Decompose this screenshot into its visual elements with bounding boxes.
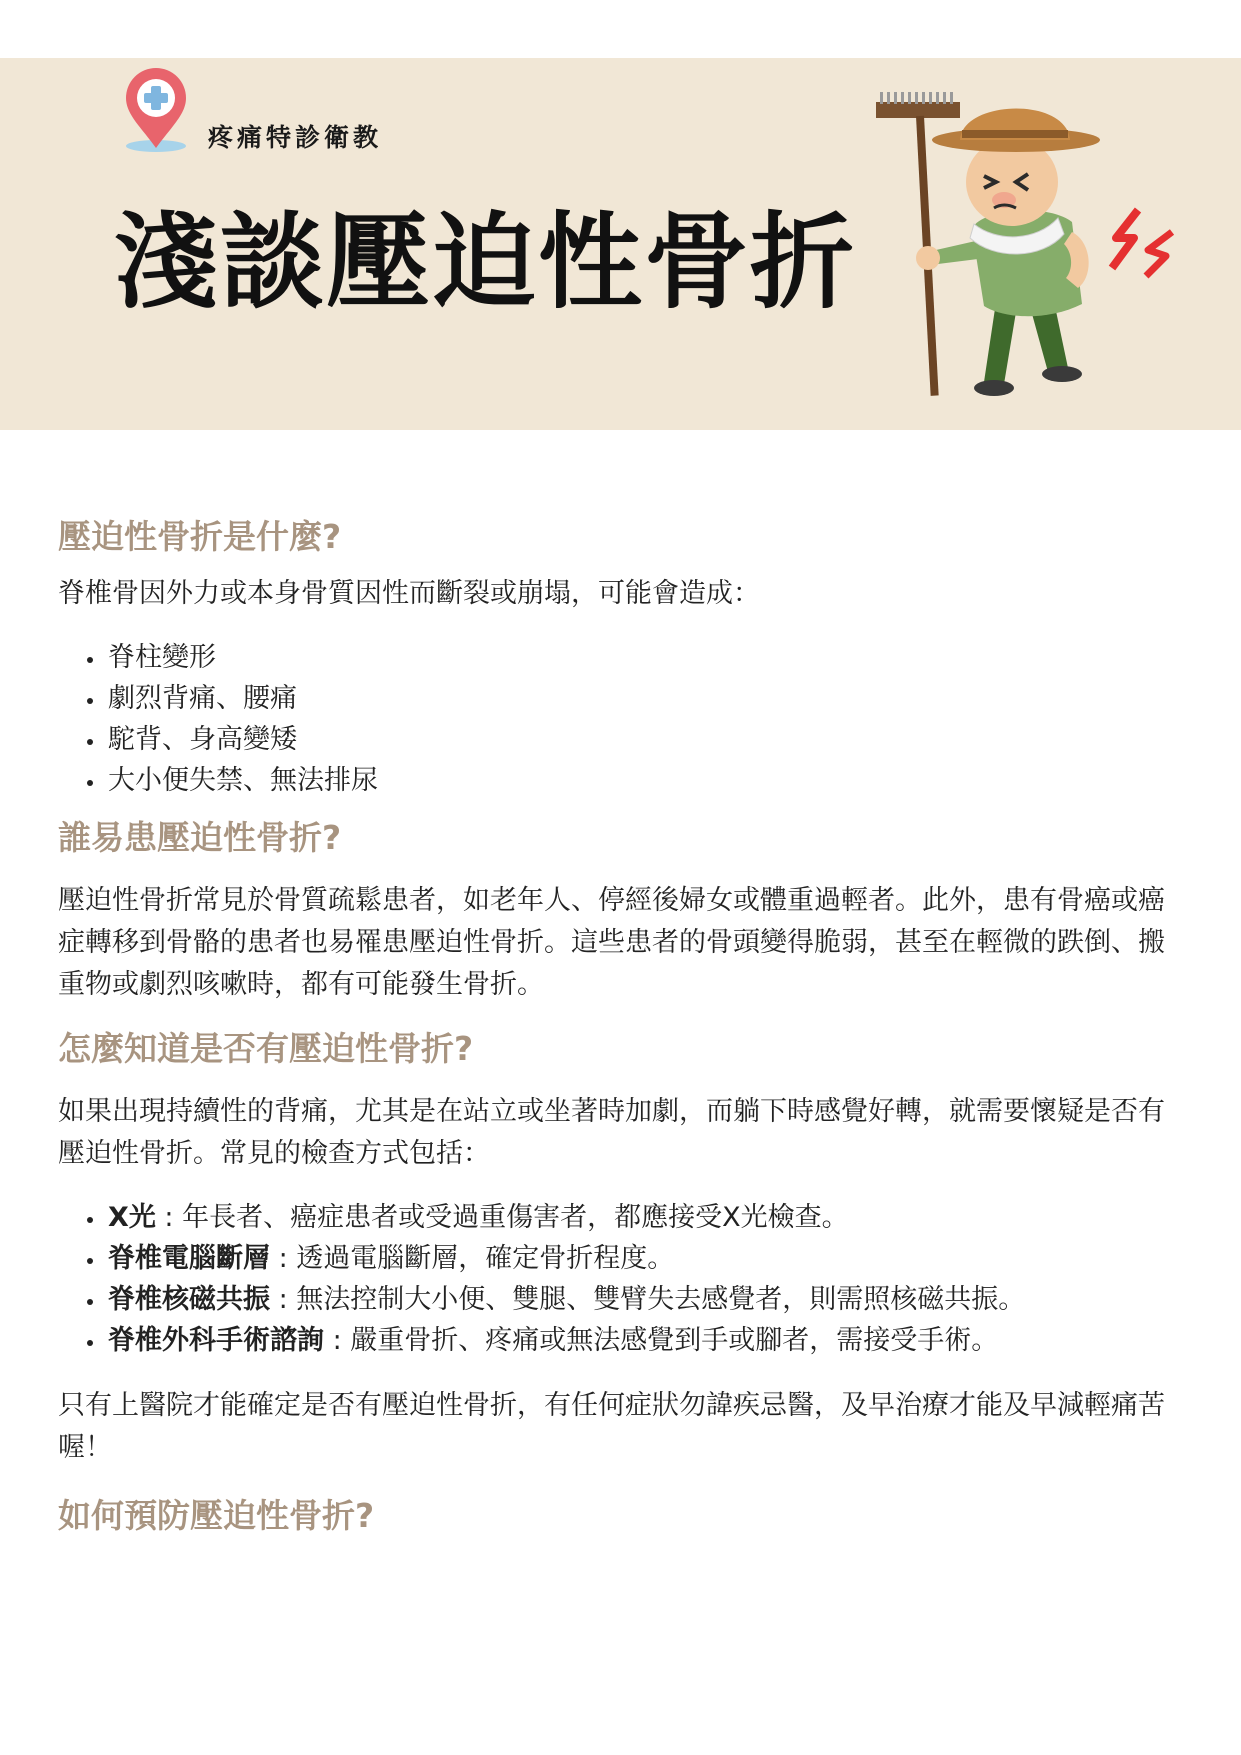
list-item: • 駝背、身高變矮 xyxy=(106,719,1168,760)
list-item: • 劇烈背痛、腰痛 xyxy=(106,678,1168,719)
list-item xyxy=(106,1279,1168,1320)
section-paragraph: 只有上醫院才能確定是否有壓迫性骨折，有任何症狀勿諱疾忌醫，及早治療才能及早減輕痛苦喔！ xyxy=(58,1389,1165,1463)
elderly-farmer-back-pain-illustration xyxy=(876,92,1206,402)
article-body xyxy=(58,516,1168,1538)
exam-desc: : 無法控制大小便、雙腿、雙臂失去感覺者，則需照核磁共振。 xyxy=(270,1283,1026,1315)
list-item: • 大小便失禁、無法排尿 xyxy=(106,760,1168,801)
list-item xyxy=(106,1197,1168,1238)
list-item: • 脊柱變形 xyxy=(106,637,1168,678)
section-heading: 怎麼知道是否有壓迫性骨折? xyxy=(58,1028,474,1068)
location-pin-cross-icon xyxy=(120,68,192,154)
exam-term: 脊椎電腦斷層 xyxy=(108,1242,270,1274)
exam-term: X光 xyxy=(108,1201,156,1233)
list-item xyxy=(106,1320,1168,1361)
exam-desc: : 年長者、癌症患者或受過重傷害者，都應接受X光檢查。 xyxy=(155,1201,849,1233)
page-title: 淺談壓迫性骨折 xyxy=(114,201,857,323)
section-paragraph: 壓迫性骨折常見於骨質疏鬆患者，如老年人、停經後婦女或體重過輕者。此外，患有骨癌或癌症轉移到骨骼的患者也易罹患壓迫性骨折。這些患者的骨頭變得脆弱，甚至在輕微的跌倒、搬重物或劇烈咳嗽時，都有可能發生骨折。 xyxy=(58,884,1165,1000)
exam-term: 脊椎外科手術諮詢 xyxy=(108,1324,324,1356)
section-heading: 如何預防壓迫性骨折? xyxy=(58,1495,375,1535)
exam-list xyxy=(58,1197,1168,1361)
section-heading: 誰易患壓迫性骨折? xyxy=(58,817,342,857)
exam-desc: : 嚴重骨折、疼痛或無法感覺到手或腳者，需接受手術。 xyxy=(324,1324,999,1356)
list-item xyxy=(106,1238,1168,1279)
section-paragraph: 如果出現持續性的背痛，尤其是在站立或坐著時加劇，而躺下時感覺好轉，就需要懷疑是否有壓迫性骨折。常見的檢查方式包括： xyxy=(58,1095,1165,1169)
section-heading: 壓迫性骨折是什麼? xyxy=(58,517,342,556)
exam-term: 脊椎核磁共振 xyxy=(108,1283,270,1315)
symptom-list xyxy=(58,637,1168,801)
exam-desc: : 透過電腦斷層，確定骨折程度。 xyxy=(270,1242,675,1274)
section-paragraph: 脊椎骨因外力或本身骨質因性而斷裂或崩塌，可能會造成： xyxy=(58,577,760,609)
brand-label: 疼痛特診衛教 xyxy=(208,123,383,152)
